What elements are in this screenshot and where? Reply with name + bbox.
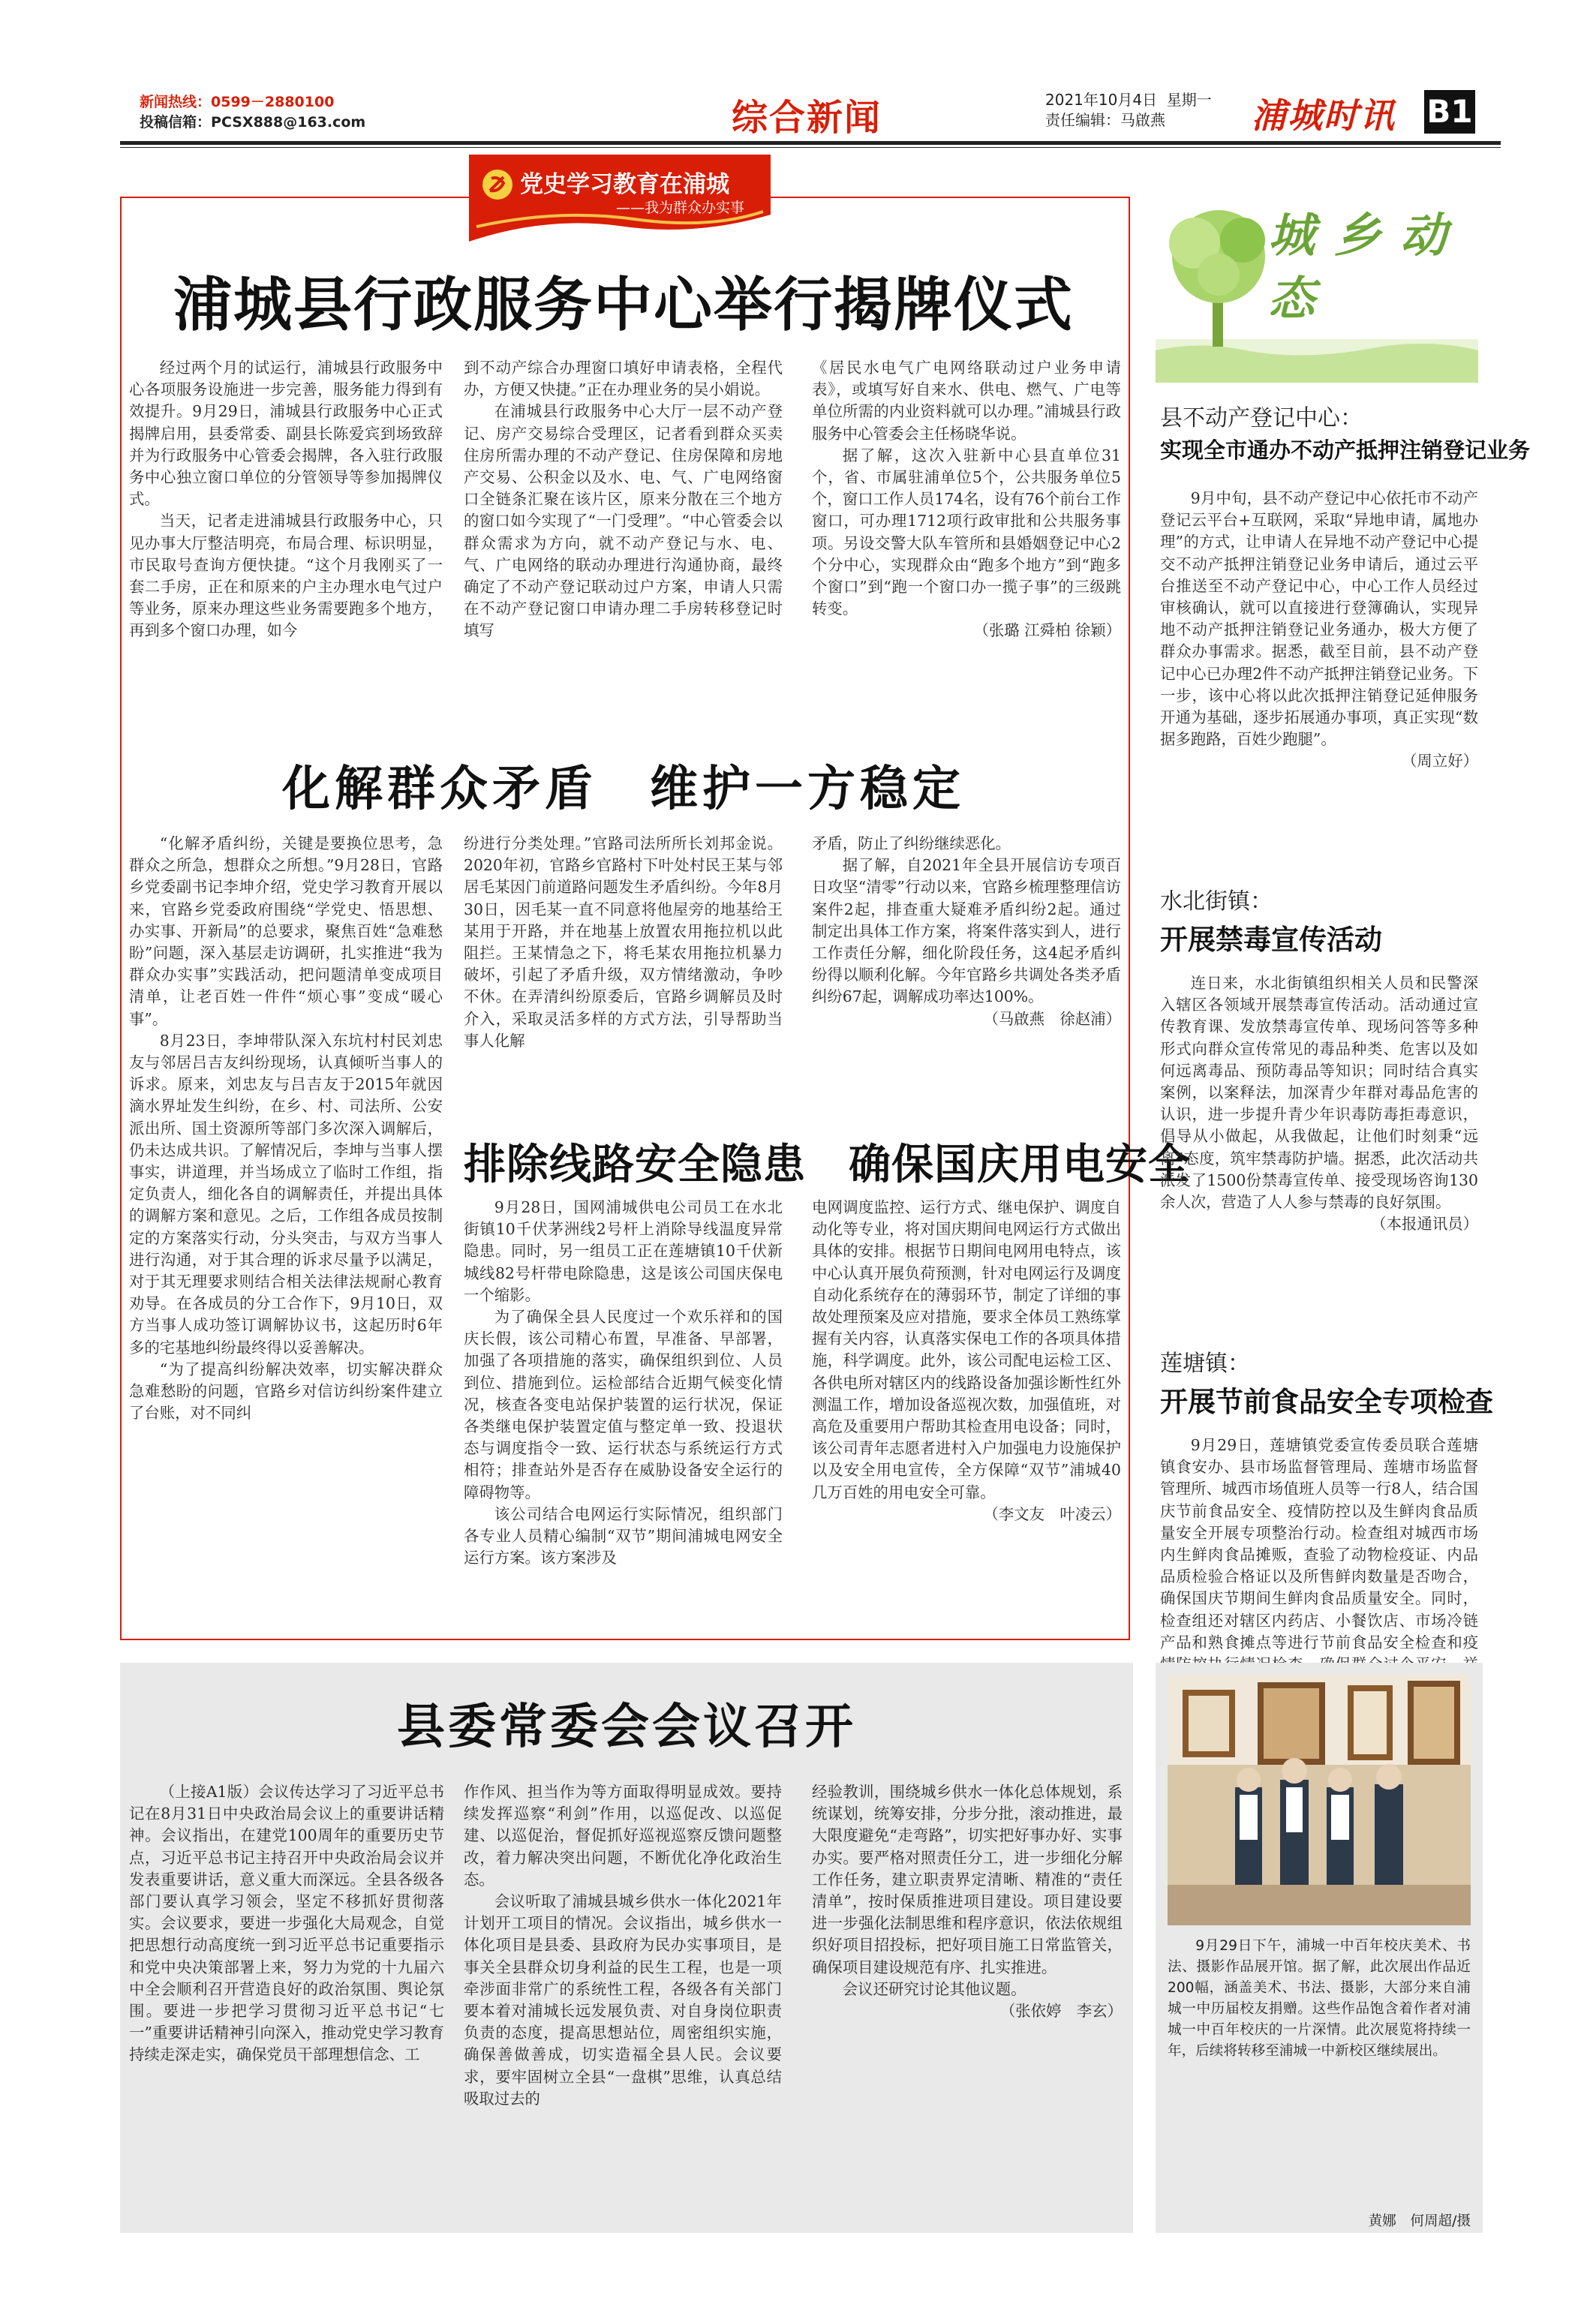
photo-credit: 黄娜 何周超/摄 [1368,2213,1471,2229]
party-emblem-icon [481,168,514,201]
sidebar-banner [1156,197,1478,383]
paragraph: 矛盾，防止了纠纷继续恶化。 [812,834,1011,852]
byline: （张璐 江舜柏 徐颖） [973,621,1121,640]
sidebar-item1-kicker: 县不动产登记中心： [1160,405,1363,431]
paragraph: 9月28日，国网浦城供电公司员工在水北街镇10千伏茅洲线2号杆上消除导线温度异常隐患。同时，另一组员工正在莲塘镇10千伏新城线82号杆带电除隐患，这是该公司国庆保电一个缩影。 [464,1198,783,1304]
byline: （周立好） [1402,752,1478,771]
story4-headline: 县委常委会会议召开 [397,1699,856,1755]
lead-col-1 [129,357,443,642]
editor: 责任编辑：马啟燕 [1045,111,1165,129]
paragraph: 纷进行分类处理。”官路司法所所长刘邦金说。2020年初，官路乡官路村下叶处村民王某与邻居毛某因门前道路问题发生矛盾纠纷。今年8月30日，因毛某一直不同意将他屋旁的地基给王某用于开路，并在地基上放置农用拖拉机以此阻拦。王某情急之下，将毛某农用拖拉机暴力破坏，引起了矛盾升级，双方情绪激动，争吵不休。在弄清纠纷原委后，官路乡调解员及时介入，采取灵活多样的方式方法，引导帮助当事人化解 [464,834,783,1050]
paragraph: 《居民水电气广电网络联动过户业务申请表》，或填写好自来水、供电、燃气、广电等单位所需的内业资料就可以办理。”浦城县行政服务中心管委会主任杨晓华说。 [812,359,1121,443]
paragraph: 9月29日，莲塘镇党委宣传委员联合莲塘镇食安办、县市场监督管理局、莲塘市场监督管理所、城西市场值班人员等一行8人，结合国庆节前食品安全、疫情防控以及生鲜肉食品质量安全开展专项整治行动。检查组对城西市场内生鲜肉食品摊贩，查验了动物检疫证、内品品质检验合格证以及所售鲜肉数量是否吻合，确保国庆节期间生鲜肉食品质量安全。同时，检查组还对辖区内药店、小餐饮店、市场冷链产品和熟食摊点等进行节前食品安全检查和疫 [1160,1436,1478,1651]
banner-subtitle: ——我为群众办实事 [616,200,745,216]
header-rule [120,141,1501,145]
story2-col-3 [812,833,1121,1030]
story3-col-1 [464,1197,783,1569]
story2-col-2 [464,833,783,1052]
issue-date: 2021年10月4日 [1045,91,1158,109]
paragraph: 为了确保全县人民度过一个欢乐祥和的国庆长假，该公司精心布置，早准备、早部署，加强了各项措施的落实，确保组织到位、人员到位、措施到位。运检部结合近期气候变化情况，核查各变电站保护装置的运行状况，保证各类继电保护装置定值与整定单一致、投退状态与调度指令一致、运行状态与系统运行方式相符；排查站外是否存在威胁设备安全运行的障碍物等。 [464,1308,783,1501]
sidebar-title: 城乡动态 [1268,208,1467,326]
sidebar-item3-kicker: 莲塘镇： [1160,1351,1250,1377]
paragraph: 当天，记者走进浦城县行政服务中心，只见办事大厅整洁明亮，布局合理、标识明显，市民取号查询方便快捷。“这个月我刚买了一套二手房，正在和原来的户主办理水电气过户等业务，原来办理这些业务需要跑多个地方，再到多个窗口办理，如今 [129,512,443,640]
byline: （李文友 叶凌云） [983,1504,1121,1523]
exhibition-photo [1168,1675,1471,1925]
paragraph: （上接A1版）会议传达学习了习近平总书记在8月31日中央政治局会议上的重要讲话精神。会议指出，在建党100周年的重要历史节点，习近平总书记主持召开中央政治局会议并发表重要讲话，意义重大而深远。全县各级各部门要认真学习领会，坚定不移抓好贯彻落实。会议要求，要进一步强化大局观念，自觉把思想行动高度统一到习近平总书记重要指示和党中央决策部署上来，努力为党的十九届六中全会顺利召开营造良好的政治氛围、舆论氛围。要进一步把学习贯彻习近平总书记“七一”重要讲话精神引向深入，推动党史学习教育持续走深走实，确保党员干部理想信念、工 [129,1783,444,2064]
header-contact [140,92,365,133]
story4-col-2 [464,1781,782,2110]
paragraph: 连日来，水北街镇组织相关人员和民警深入辖区各领域开展禁毒宣传活动。活动通过宣传教育课、发放禁毒宣传单、现场问答等多种形式向群众宣传常见的毒品种类、危害以及如何远离毒品、预防毒品等知识；同时结合真实案例，以案释法，加深青少年群对毒品危害的认识，进一步提升青少年识毒防毒拒毒意识，倡导从小做起，从我做起，让他们时刻秉“远离”态度，筑牢禁毒防护墙。据悉，此次活动共派发了1500份禁毒宣传单、接受现场咨询130余人次，营造了人人参与禁毒的良好氛围。 [1160,974,1478,1212]
paragraph: 到不动产综合办理窗口填好申请表格，全程代办，方便又快捷。”正在办理业务的吴小娟说。 [464,359,783,399]
masthead: 浦城时讯 [1252,95,1396,136]
paragraph: “为了提高纠纷解决效率，切实解决群众急难愁盼的问题，官路乡对信访纠纷案件建立了台账，对不同纠 [129,1360,443,1423]
paragraph: 在浦城县行政服务中心大厅一层不动产登记、房产交易综合受理区，记者看到群众买卖住房所需办理的不动产登记、住房保障和房地产交易、公积金以及水、电、气、广电网络窗口全链条汇聚在该片区，原来分散在三个地方的窗口如今实现了“一门受理”。“中心管委会以群众需求为方向，就不动产登记与水、电、气、广电网络的联动办理进行沟通协商，最终确定了不动产登记联动过户方案，申请人只需在不动产登记窗口申请办理二手房转移登记时填写 [464,402,783,640]
paragraph: 该公司结合电网运行实际情况，组织部门各专业人员精心编制“双节”期间浦城电网安全运行方案。该方案涉及 [464,1504,783,1567]
story4-col-1 [129,1781,444,2066]
hotline-label: 新闻热线： [140,94,212,110]
email-label: 投稿信箱： [140,114,212,131]
sidebar-item2-kicker: 水北街镇： [1160,888,1273,915]
sidebar-item3-headline: 开展节前食品安全专项检查 [1160,1385,1493,1418]
byline: （马啟燕 徐赵浦） [983,1009,1121,1028]
banner-title: 党史学习教育在浦城 [520,171,729,198]
lead-col-3 [812,357,1121,642]
paragraph: 据了解，这次入驻新中心县直单位31个，省、市属驻浦单位5个，公共服务单位5个，窗口工作人员174名，设有76个前台工作窗口，可办理1712项行政审批和公共服务事项。另设交警大队车管所和县婚姻登记中心2个分中心，实现群众由“跑多个地方”到“跑多个窗口”到“跑一个窗口办一揽子事”的三级跳转变。 [812,446,1121,618]
paragraph: 作作风、担当作为等方面取得明显成效。要持续发挥巡察“利剑”作用，以巡促改、以巡促建、以巡促治，督促抓好巡视巡察反馈问题整改，着力解决突出问题，不断优化净化政治生态。 [464,1783,782,1889]
paragraph: 据了解，自2021年全县开展信访专项百日攻坚“清零”行动以来，官路乡梳理整理信访案件2起，排查重大疑难矛盾纠纷2起。通过制定出具体工作方案，将案件落实到人，进行工作责任分解，细化阶段任务，这4起矛盾纠纷得以顺利化解。今年官路乡共调处各类矛盾纠纷67起，调解成功率达100%。 [812,856,1121,1006]
party-banner [469,155,771,242]
story4-col-3 [812,1781,1123,2022]
section-title: 综合新闻 [732,97,882,139]
paragraph: 9月中旬，县不动产登记中心依托市不动产登记云平台+互联网，采取“异地申请，属地办理”的方式，让申请人在异地不动产登记中心提交不动产抵押注销登记业务申请后，通过云平台推送至不动产登记中心，中心工作人员经过审核确认，就可以直接进行登簿确认，实现异地不动产抵押注销登记业务通办，极大方便了群众办事需求。据悉，截至目前，县不动产登记中心已办理2件不动产抵押注销登记业务。下一步，该中心将以此次抵押注销登记延伸服务开通为基础，逐步拓展通办事项，真正实现“数据多跑路，百姓少跑腿”。 [1160,489,1478,749]
paragraph: 会议还研究讨论其他议题。 [842,1979,1026,1998]
sidebar-item1-text [1160,488,1478,773]
paragraph: 电网调度监控、运行方式、继电保护、调度自动化等专业，将对国庆期间电网运行方式做出具体的安排。根据节日期间电网用电特点，该中心认真开展负荷预测，针对电网运行及调度自动化系统存在的薄弱环节，制定了详细的事故处理预案及应对措施，要求全体员工熟练掌握有关内容，认真落实保电工作的各项具体措施，科学调度。此外，该公司配电运检工区、各供电所对辖区内的线路设备加强诊断性红外测温工作，增加设备巡视次数，加强值班，对高危及重要用户帮助其检查用电设备；同时，该公司青年志愿者进村入户加强电力设施保护以及安全用电宣传，全方保障“双节”浦城40几万百姓的用电安全可靠。 [812,1198,1121,1501]
story2-headline: 化解群众矛盾 维护一方稳定 [282,761,965,817]
paragraph: 8月23日，李坤带队深入东坑村村民刘忠友与邻居吕吉友纠纷现场，认真倾听当事人的诉求。原来，刘忠友与吕吉友于2015年就因滴水界址发生纠纷，在乡、村、司法所、公安派出所、国土资源所等部门多次深入调解后，仍未达成共识。了解情况后，李坤与当事人摆事实，讲道理，并当场成立了临时工作组，指定负责人，细化各自的调解责任，并提出具体的调解方案和意见。之后，工作组各成员按制定的方案落实行动，分头突击，与双方当事人进行沟通，对于其合理的诉求尽量予以满足，对于其无理要求则结合相关法律法规耐心教育劝导。在各成员的分工合作下，9月10日，双方当事人成功签订调解协议书，这起历时6年多的宅基地纠纷最终得以妥善解决。 [129,1031,443,1357]
story3-col-2 [812,1197,1121,1525]
sidebar-item2-headline: 开展禁毒宣传活动 [1160,923,1382,956]
header-rule-thin [120,147,1501,148]
lead-headline: 浦城县行政服务中心举行揭牌仪式 [173,272,1074,339]
exhibition-photo-icon [1168,1675,1471,1925]
byline: （本报通讯员） [1371,1215,1478,1234]
hotline: 0599－2880100 [211,94,335,110]
story3-headline: 排除线路安全隐患 确保国庆用电安全 [464,1140,1191,1189]
paragraph: 经过两个月的试运行，浦城县行政服务中心各项服务设施进一步完善，服务能力得到有效提升。9月29日，浦城县行政服务中心正式揭牌启用，县委常委、副县长陈爱宾到场致辞并为行政服务中心管委会揭牌，各入驻行政服务中心独立窗口单位的分管领导等参加揭牌仪式。 [129,359,443,509]
story2-col-1 [129,833,443,1424]
paragraph: 会议听取了浦城县城乡供水一体化2021年计划开工项目的情况。会议指出，城乡供水一体化项目是县委、县政府为民办实事项目，是事关全县群众切身利益的民生工程，也是一项牵涉面非常广的系统性工程，各级各有关部门要本着对浦城长远发展负责、对自身岗位职责负责的态度，提高思想站位，周密组织实施，确保善做善成，切实造福全县人民。会议要求，要牢固树立全县“一盘棋”思维，认真总结吸取过去的 [464,1892,782,2108]
paragraph: 经验教训，围绕城乡供水一体化总体规划，系统谋划，统筹安排，分步分批，滚动推进，最大限度避免“走弯路”，切实把好事办好、实事办实。要严格对照责任分工，进一步细化分解工作任务，建立职责界定清晰、精准的“责任清单”，按时保质推进项目建设。项目建设要进一步强化法制思维和程序意识，依法依规组织好项目招投标，把好项目施工日常监管关，确保项目建设规范有序、扎实推进。 [812,1783,1123,1976]
lead-col-2 [464,357,783,642]
byline: （张依婷 李玄） [999,2002,1123,2021]
header-date-block [1045,90,1212,131]
issue-weekday: 星期一 [1166,91,1212,109]
sidebar-item1-headline: 实现全市通办不动产抵押注销登记业务 [1160,437,1531,463]
sidebar-item2-text [1160,972,1478,1235]
paragraph: “化解矛盾纠纷，关键是要换位思考，急群众之所急，想群众之所想。”9月28日，官路乡党委副书记李坤介绍，党史学习教育开展以来，官路乡党委政府围绕“学党史、悟思想、办实事、开新局”的总要求，聚焦百姓“急难愁盼”问题，深入基层走访调研，扎实推进“我为群众办实事”实践活动，把问题清单变成项目清单，让老百姓一件件“烦心事”变成“暖心事”。 [129,834,443,1028]
email: PCSX888@163.com [211,114,366,131]
photo-caption: 9月29日下午，浦城一中百年校庆美术、书法、摄影作品展开馆。据了解，此次展出作品近200幅，涵盖美术、书法、摄影，大部分来自浦城一中历届校友捐赠。这些作品饱含着作者对浦城一中百年校庆的一片深情。此次展览将持续一年，后续将转移至浦城一中新校区继续展出。 [1168,1938,1471,2059]
page-number: B1 [1424,90,1475,134]
